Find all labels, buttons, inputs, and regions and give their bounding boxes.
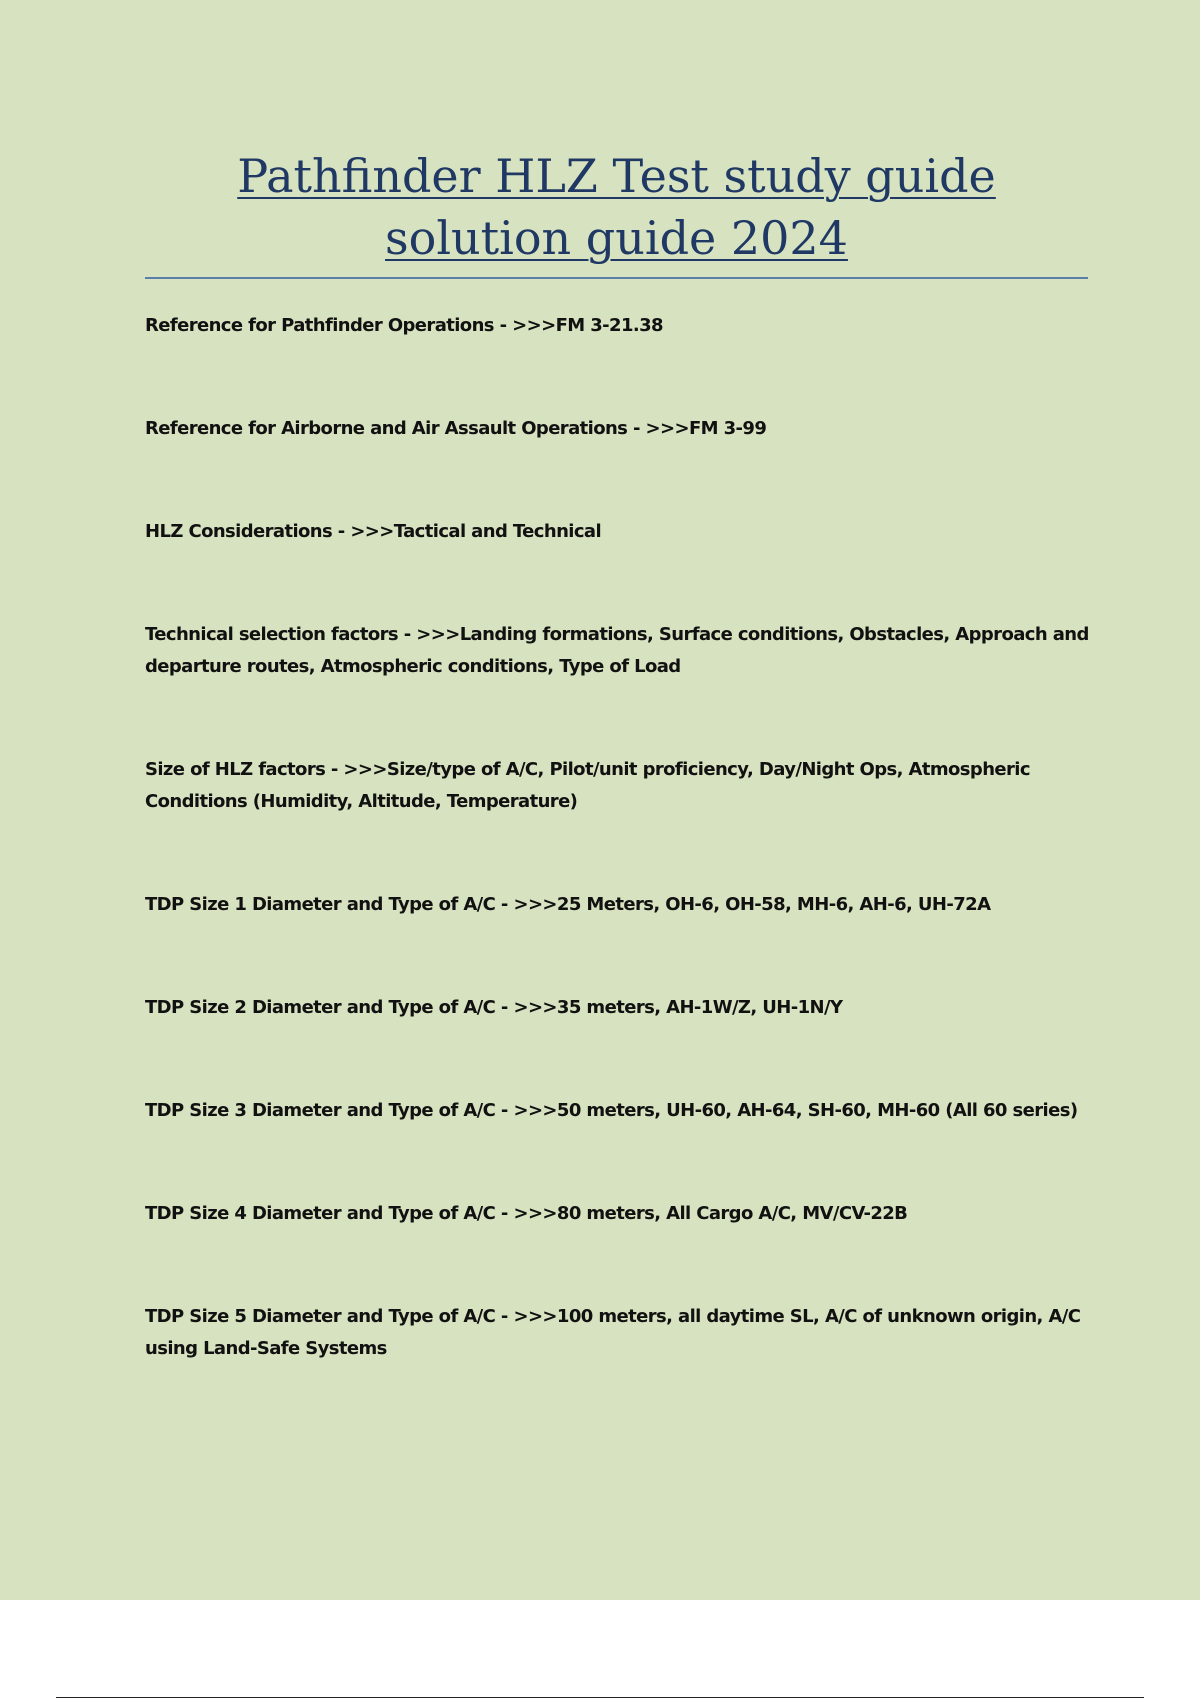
qa-item bbox=[145, 754, 1090, 818]
qa-item bbox=[145, 1301, 1090, 1365]
qa-item bbox=[145, 413, 1090, 445]
qa-item bbox=[145, 1198, 1090, 1230]
qa-question: Size of HLZ factors bbox=[145, 759, 326, 780]
qa-separator: - >>> bbox=[495, 1306, 557, 1327]
qa-question: HLZ Considerations bbox=[145, 521, 333, 542]
title-block bbox=[145, 145, 1088, 269]
qa-separator: - >>> bbox=[332, 521, 394, 542]
qa-answer: 25 Meters, OH-6, OH-58, MH-6, AH-6, UH-72A bbox=[556, 894, 991, 915]
qa-question: Technical selection factors bbox=[145, 624, 399, 645]
qa-question: TDP Size 5 Diameter and Type of A/C bbox=[145, 1306, 496, 1327]
document-title: Pathfinder HLZ Test study guide solution guide 2024 bbox=[237, 149, 996, 265]
qa-answer: 80 meters, All Cargo A/C, MV/CV-22B bbox=[556, 1203, 908, 1224]
qa-question: Reference for Pathfinder Operations bbox=[145, 315, 494, 336]
qa-question: TDP Size 2 Diameter and Type of A/C bbox=[145, 997, 496, 1018]
qa-answer: 35 meters, AH-1W/Z, UH-1N/Y bbox=[556, 997, 843, 1018]
qa-item bbox=[145, 889, 1090, 921]
title-divider bbox=[145, 277, 1088, 279]
qa-question: TDP Size 4 Diameter and Type of A/C bbox=[145, 1203, 496, 1224]
qa-separator: - >>> bbox=[495, 894, 557, 915]
qa-question: Reference for Airborne and Air Assault Operations bbox=[145, 418, 628, 439]
qa-separator: - >>> bbox=[627, 418, 689, 439]
qa-answer: 50 meters, UH-60, AH-64, SH-60, MH-60 (All 60 series) bbox=[556, 1100, 1078, 1121]
qa-list bbox=[145, 310, 1090, 1436]
qa-answer: FM 3-21.38 bbox=[555, 315, 663, 336]
qa-item bbox=[145, 619, 1090, 683]
qa-item bbox=[145, 992, 1090, 1024]
qa-answer: Tactical and Technical bbox=[393, 521, 602, 542]
qa-answer: Size/type of A/C, Pilot/unit proficiency, Day/Night Ops, Atmospheric Conditions (Humidity, Altitude, Temperature) bbox=[145, 759, 1030, 812]
qa-question: TDP Size 1 Diameter and Type of A/C bbox=[145, 894, 496, 915]
qa-question: TDP Size 3 Diameter and Type of A/C bbox=[145, 1100, 496, 1121]
qa-item bbox=[145, 310, 1090, 342]
qa-separator: - >>> bbox=[398, 624, 460, 645]
qa-answer: Landing formations, Surface conditions, Obstacles, Approach and departure routes, Atmospheric conditions, Type of Load bbox=[145, 624, 1089, 677]
qa-separator: - >>> bbox=[493, 315, 556, 336]
qa-separator: - >>> bbox=[325, 759, 387, 780]
qa-answer: 100 meters, all daytime SL, A/C of unknown origin, A/C using Land-Safe Systems bbox=[145, 1306, 1081, 1359]
qa-separator: - >>> bbox=[495, 997, 557, 1018]
footer-divider bbox=[56, 1697, 1144, 1698]
qa-item bbox=[145, 516, 1090, 548]
qa-separator: - >>> bbox=[495, 1203, 557, 1224]
qa-item bbox=[145, 1095, 1090, 1127]
qa-answer: FM 3-99 bbox=[688, 418, 767, 439]
qa-separator: - >>> bbox=[495, 1100, 557, 1121]
